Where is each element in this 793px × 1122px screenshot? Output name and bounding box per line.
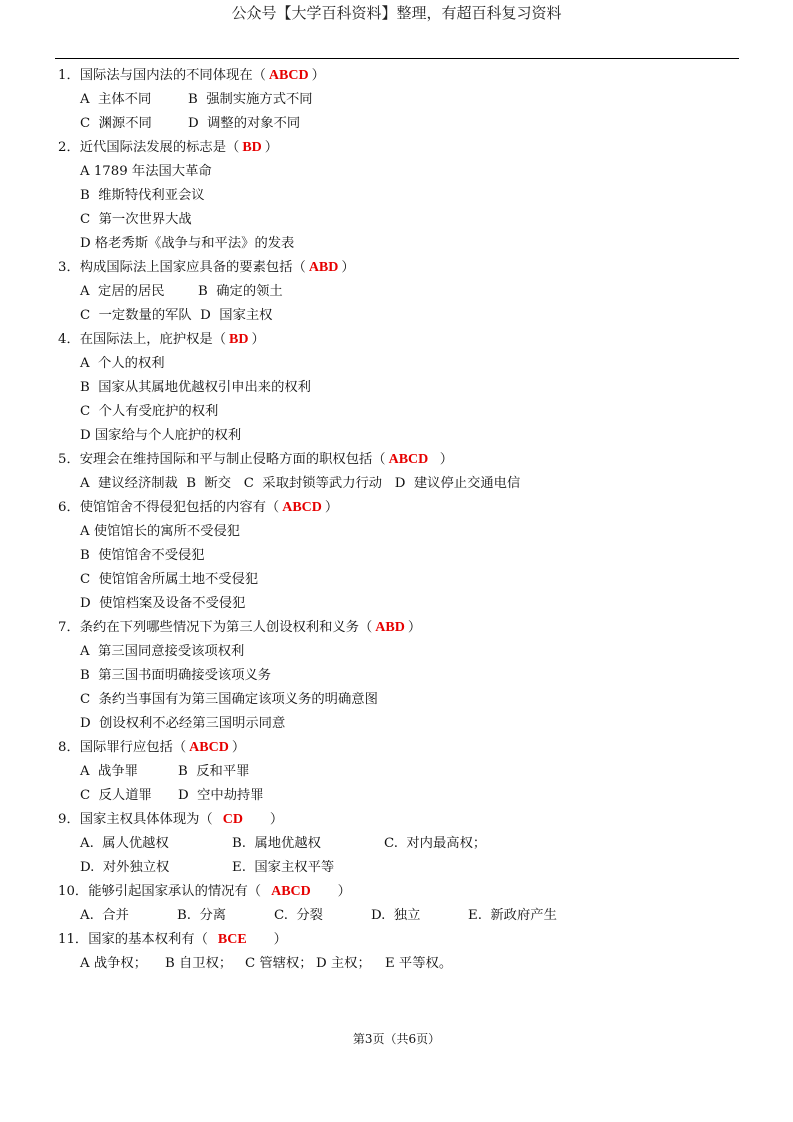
option-text: D 主权； <box>316 956 371 971</box>
option-row <box>58 568 738 592</box>
question-close: ） <box>231 740 246 755</box>
answer-key: BD <box>242 140 262 155</box>
question-close: ） <box>407 620 422 635</box>
option-row <box>58 472 738 496</box>
option-text: C 一定数量的军队 D 国家主权 <box>80 308 273 323</box>
question-stem <box>58 256 738 280</box>
question-close: ） <box>252 812 284 827</box>
option-text: B 国家从其属地优越权引申出来的权利 <box>80 380 311 395</box>
option-text: D 调整的对象不同 <box>188 116 301 131</box>
question-close: ） <box>311 68 325 83</box>
option-text: C 个人有受庇护的权利 <box>80 404 219 419</box>
answer-key: CD <box>215 812 250 827</box>
option-row <box>58 760 738 784</box>
question-text: 4．在国际法上，庇护权是（ <box>58 332 227 347</box>
question-text: 1．国际法与国内法的不同体现在（ <box>58 68 266 83</box>
answer-key: ABCD <box>189 740 229 755</box>
question-stem <box>58 328 738 352</box>
option-row <box>58 712 738 736</box>
answer-key: BD <box>229 332 249 347</box>
answer-key: ABD <box>308 260 339 275</box>
option-text: D 创设权利不必经第三国明示同意 <box>80 716 286 731</box>
option-text: C. 对内最高权； <box>384 836 487 851</box>
option-text: A 定居的居民 <box>80 284 165 299</box>
question-stem <box>58 808 738 832</box>
option-text: A 战争罪 <box>80 764 138 779</box>
question-text: 9．国家主权具体体现为（ <box>58 812 213 827</box>
option-text: B 维斯特伐利亚会议 <box>80 188 205 203</box>
option-text: D. 对外独立权 <box>80 860 170 875</box>
option-row <box>58 832 738 856</box>
option-text: A 1789 年法国大革命 <box>80 164 212 179</box>
option-text: E 平等权。 <box>385 956 453 971</box>
option-row <box>58 520 738 544</box>
option-row <box>58 856 738 880</box>
option-text: A. 合并 <box>80 908 129 923</box>
answer-key: ABCD <box>268 68 309 83</box>
option-row <box>58 784 738 808</box>
option-row <box>58 208 738 232</box>
question-text: 6．使馆馆舍不得侵犯包括的内容有（ <box>58 500 280 515</box>
page-header: 公众号【大学百科资料】整理，有超百科复习资料 <box>231 4 562 22</box>
option-text: B. 分离 <box>177 908 227 923</box>
option-text: D 格老秀斯《战争与和平法》的发表 <box>80 236 295 251</box>
option-row <box>58 664 738 688</box>
option-row <box>58 952 738 976</box>
option-row <box>58 904 738 928</box>
option-text: C 反人道罪 <box>80 788 152 803</box>
question-close: ） <box>264 140 279 155</box>
option-text: B 自卫权； <box>165 956 233 971</box>
question-text: 2．近代国际法发展的标志是（ <box>58 140 240 155</box>
option-text: A 个人的权利 <box>80 356 165 371</box>
option-row <box>58 640 738 664</box>
option-row <box>58 88 738 112</box>
question-stem <box>58 880 738 904</box>
question-close: ） <box>320 884 351 899</box>
question-close: ） <box>341 260 355 275</box>
option-row <box>58 688 738 712</box>
option-text: B 强制实施方式不同 <box>188 92 313 107</box>
option-text: B 确定的领土 <box>198 284 283 299</box>
option-row <box>58 592 738 616</box>
question-text: 5．安理会在维持国际和平与制止侵略方面的职权包括（ <box>58 452 386 467</box>
option-text: A. 属人优越权 <box>80 836 169 851</box>
option-text: C 使馆馆舍所属土地不受侵犯 <box>80 572 259 587</box>
question-stem <box>58 496 738 520</box>
answer-key: ABCD <box>264 884 318 899</box>
option-text: B 反和平罪 <box>178 764 250 779</box>
option-row <box>58 400 738 424</box>
option-row <box>58 304 738 328</box>
answer-key: ABCD <box>282 500 322 515</box>
answer-key: BCE <box>210 932 254 947</box>
question-close: ） <box>256 932 287 947</box>
question-stem <box>58 616 738 640</box>
option-text: D 空中劫持罪 <box>178 788 264 803</box>
option-text: A 战争权； <box>80 956 148 971</box>
option-text: B 第三国书面明确接受该项义务 <box>80 668 272 683</box>
option-text: D 使馆档案及设备不受侵犯 <box>80 596 246 611</box>
answer-key: ABCD <box>388 452 429 467</box>
answer-key: ABD <box>375 620 405 635</box>
question-stem <box>58 736 738 760</box>
option-text: D. 独立 <box>371 908 421 923</box>
question-stem <box>58 448 738 472</box>
option-row <box>58 112 738 136</box>
question-text: 11．国家的基本权利有（ <box>58 932 208 947</box>
option-text: C 条约当事国有为第三国确定该项义务的明确意图 <box>80 692 378 707</box>
option-row <box>58 424 738 448</box>
option-row <box>58 232 738 256</box>
option-row <box>58 544 738 568</box>
question-list <box>58 64 738 976</box>
option-row <box>58 280 738 304</box>
question-close: ） <box>431 452 454 467</box>
question-text: 8．国际罪行应包括（ <box>58 740 187 755</box>
option-text: C 第一次世界大战 <box>80 212 192 227</box>
option-row <box>58 160 738 184</box>
question-text: 3．构成国际法上国家应具备的要素包括（ <box>58 260 306 275</box>
option-text: E. 国家主权平等 <box>232 860 335 875</box>
option-text: C. 分裂 <box>274 908 323 923</box>
question-text: 7．条约在下列哪些情况下为第三人创设权利和义务（ <box>58 620 373 635</box>
question-text: 10．能够引起国家承认的情况有（ <box>58 884 262 899</box>
option-text: B. 属地优越权 <box>232 836 321 851</box>
option-text: A 使馆馆长的寓所不受侵犯 <box>80 524 241 539</box>
question-stem <box>58 64 738 88</box>
option-row <box>58 352 738 376</box>
header-divider <box>55 58 739 59</box>
option-text: A 建议经济制裁 B 断交 C 采取封锁等武力行动 D 建议停止交通电信 <box>80 476 521 491</box>
option-row <box>58 376 738 400</box>
option-text: C 管辖权； <box>245 956 313 971</box>
option-text: D 国家给与个人庇护的权利 <box>80 428 242 443</box>
question-close: ） <box>324 500 339 515</box>
option-text: A 主体不同 <box>80 92 152 107</box>
question-stem <box>58 136 738 160</box>
option-text: E. 新政府产生 <box>468 908 557 923</box>
option-text: A 第三国同意接受该项权利 <box>80 644 245 659</box>
page-footer: 第3页（共6页） <box>352 1032 441 1046</box>
option-text: C 渊源不同 <box>80 116 152 131</box>
option-text: B 使馆馆舍不受侵犯 <box>80 548 205 563</box>
option-row <box>58 184 738 208</box>
question-stem <box>58 928 738 952</box>
question-close: ） <box>251 332 265 347</box>
